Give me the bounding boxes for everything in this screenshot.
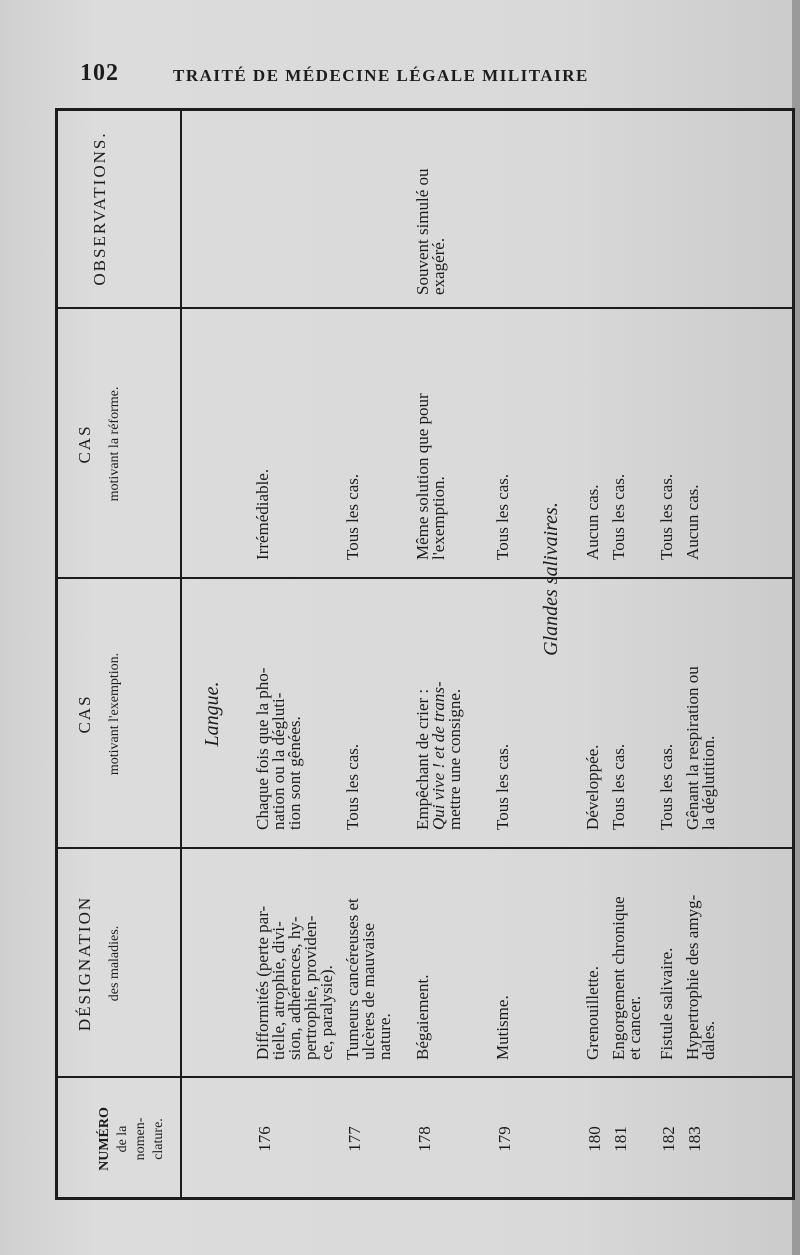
row-exemption: [685, 585, 717, 830]
row-designation: [611, 860, 643, 1060]
header-numero-3: nomen-: [133, 1117, 148, 1161]
section-title-langue: Langue.: [201, 681, 223, 747]
row-reforme: [415, 315, 447, 560]
row-designation: Bégaiement.: [413, 974, 432, 1060]
line: l'exemption.: [429, 476, 448, 560]
row-reforme: Irrémédiable.: [253, 468, 272, 560]
line: Même solution que pour: [413, 393, 432, 560]
header-observations: [55, 108, 180, 309]
line: Souvent simulé ou: [413, 168, 432, 295]
header-designation-2: des maladies.: [107, 925, 122, 1002]
header-numero-4: clature.: [151, 1118, 166, 1160]
header-exemption-1: CAS: [75, 694, 94, 734]
header-exemption-2: motivant l'exemption.: [107, 652, 122, 776]
header-exemption: [55, 579, 180, 849]
row-designation: [255, 860, 335, 1060]
line: Empêchant de crier :: [413, 688, 432, 830]
reform-table: [55, 108, 795, 1200]
header-numero: [55, 1078, 180, 1200]
row-number: 176: [255, 1126, 274, 1152]
row-reforme: Tous les cas.: [657, 473, 676, 560]
line: la déglutition.: [699, 735, 718, 830]
row-exemption: Tous les cas.: [657, 743, 676, 830]
line: et cancer.: [625, 995, 644, 1060]
row-reforme: Tous les cas.: [343, 473, 362, 560]
header-designation: [55, 849, 180, 1078]
row-exemption: [255, 585, 303, 830]
row-reforme: Tous les cas.: [609, 473, 628, 560]
line: exagéré.: [429, 237, 448, 295]
line: nature.: [375, 1013, 394, 1060]
header-observations-1: OBSERVATIONS.: [90, 131, 109, 286]
line: ulcères de mauvaise: [359, 923, 378, 1060]
line: nation ou la dégluti-: [269, 692, 288, 830]
line: tielle, atrophie, divi-: [269, 921, 288, 1060]
row-number: 181: [611, 1126, 630, 1152]
row-exemption: [415, 585, 463, 830]
header-reforme-1: CAS: [75, 424, 94, 464]
row-designation: [685, 860, 717, 1060]
line: Gênant la respiration ou: [683, 666, 702, 830]
row-designation: Grenouillette.: [583, 966, 602, 1060]
row-number: 180: [585, 1126, 604, 1152]
running-title: TRAITÉ DE MÉDECINE LÉGALE MILITAIRE: [173, 66, 589, 85]
line: tion sont gênées.: [285, 716, 304, 830]
row-number: 177: [345, 1126, 364, 1152]
table-header-row: [55, 108, 182, 1200]
row-exemption: Tous les cas.: [493, 743, 512, 830]
rule-4: [55, 307, 795, 309]
line: pertrophie, providen-: [301, 915, 320, 1060]
line: Tumeurs cancéreuses et: [343, 898, 362, 1060]
row-exemption: Tous les cas.: [609, 743, 628, 830]
line: Engorgement chronique: [609, 896, 628, 1060]
line: Qui vive ! et de trans-: [429, 681, 448, 830]
page-number: 102: [80, 60, 119, 86]
header-reforme-2: motivant la réforme.: [107, 386, 122, 502]
header-designation-1: DÉSIGNATION: [75, 895, 94, 1032]
line: Difformités (perte par-: [253, 905, 272, 1060]
header-numero-2: de la: [115, 1125, 130, 1153]
row-designation: Fistule salivaire.: [657, 947, 676, 1060]
row-observations: [415, 115, 447, 295]
line: mettre une consigne.: [445, 688, 464, 830]
line: Hypertrophie des amyg-: [683, 894, 702, 1060]
rule-2: [55, 847, 795, 849]
header-numero-1: NUMÉRO: [97, 1107, 112, 1171]
line: sion, adhérences, hy-: [285, 916, 304, 1060]
row-number: 182: [659, 1126, 678, 1152]
row-reforme: Aucun cas.: [583, 484, 602, 560]
section-title-glandes-salivaires: Glandes salivaires.: [540, 502, 562, 656]
rule-3: [55, 577, 795, 579]
row-designation: Mutisme.: [493, 995, 512, 1060]
row-number: 179: [495, 1126, 514, 1152]
row-exemption: Tous les cas.: [343, 743, 362, 830]
line: dales.: [699, 1020, 718, 1060]
row-designation: [345, 860, 393, 1060]
line: Chaque fois que la pho-: [253, 667, 272, 830]
row-number: 183: [685, 1126, 704, 1152]
row-number: 178: [415, 1126, 434, 1152]
row-reforme: Tous les cas.: [493, 473, 512, 560]
row-exemption: Développée.: [583, 744, 602, 830]
header-reforme: [55, 309, 180, 579]
line: ce, paralysie).: [317, 965, 336, 1060]
row-reforme: Aucun cas.: [683, 484, 702, 560]
